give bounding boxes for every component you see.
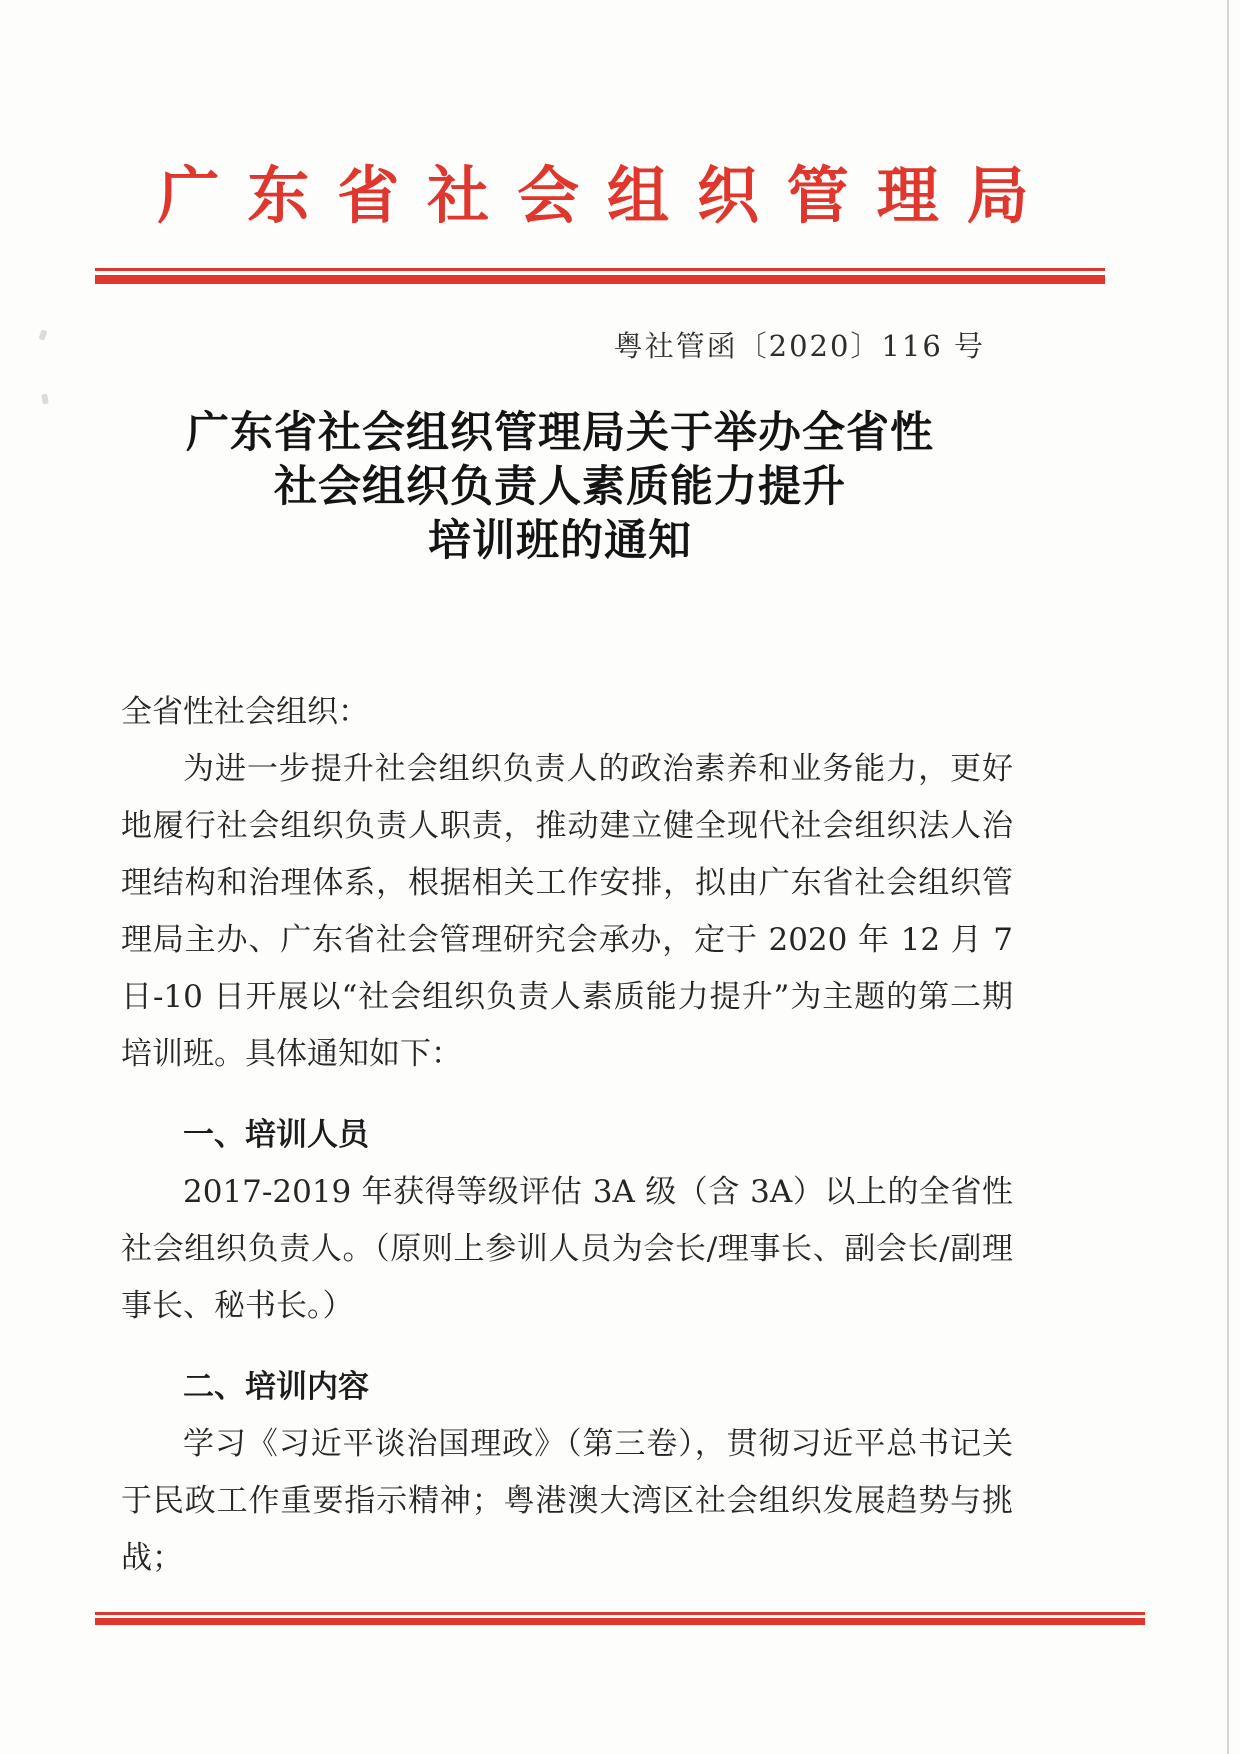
section-2-paragraph: 学习《习近平谈治国理政》（第三卷），贯彻习近平总书记关于民政工作重要指示精神；粤港澳大湾区社会组织发展趋势与挑战； [121,1426,1013,1576]
section-heading-1: 一、培训人员 [183,1117,369,1153]
document-title-line-2: 社会组织负责人素质能力提升 [274,462,846,512]
scan-speck [38,329,47,340]
footer-divider-thick-line [95,1618,1145,1625]
document-title [60,406,1060,568]
document-title-line-3: 培训班的通知 [428,516,692,566]
document-title-line-1: 广东省社会组织管理局关于举办全省性 [186,408,934,458]
letterhead-divider [95,268,1105,284]
section-1-paragraph: 2017-2019 年获得等级评估 3A 级（含 3A）以上的全省性社会组织负责人。（原则上参训人员为会长/理事长、副会长/副理事长、秘书长。） [121,1174,1013,1324]
document-body [121,684,1013,1587]
divider-thick-line [95,275,1105,284]
section-heading-2: 二、培训内容 [183,1369,369,1405]
intro-paragraph: 为进一步提升社会组织负责人的政治素养和业务能力，更好地履行社会组织负责人职责，推动建立健全现代社会组织法人治理结构和治理体系，根据相关工作安排，拟由广东省社会组织管理局主办、广东省社会管理研究会承办，定于 2020 年 12 月 7 日-10 日开展以“社会组织负责人素质能力提升”为主题的第二期培训班。具体通知如下： [121,751,1013,1072]
page-edge-shadow [1227,0,1229,1754]
salutation: 全省性社会组织： [121,694,369,730]
letterhead-title: 广东省社会组织管理局 [157,159,1057,232]
document-number: 粤社管函〔2020〕116 号 [613,329,985,363]
footer-divider [95,1612,1145,1625]
scan-speck [41,394,49,405]
